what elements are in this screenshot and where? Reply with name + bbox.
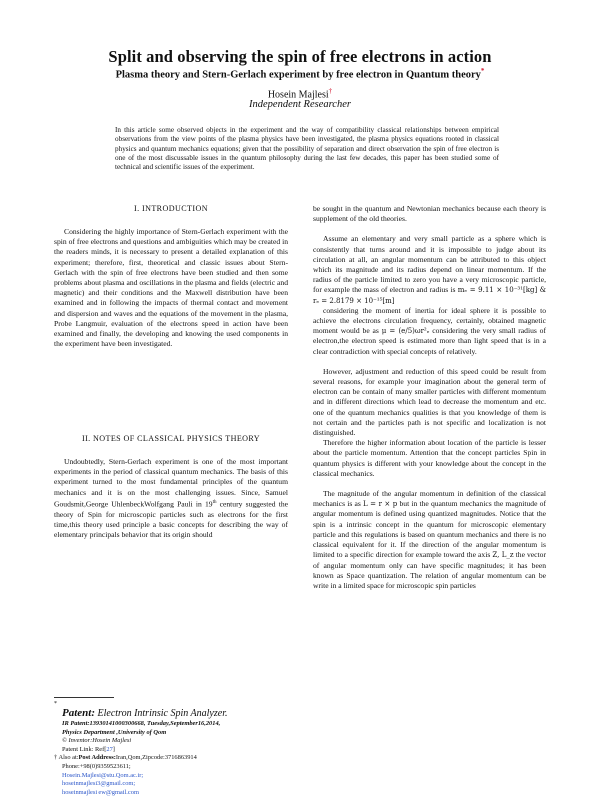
author-affiliation: Independent Researcher xyxy=(249,99,351,110)
author-text: Hosein Majlesi xyxy=(267,89,329,101)
email-1[interactable]: Hosein.Majlesi@stu.Qom.ac.ir; xyxy=(62,771,144,779)
introduction-paragraph xyxy=(54,227,288,349)
subtitle-footnote-mark[interactable]: * xyxy=(480,67,485,75)
magnetic-moment-equation: μ = (e/5)ωr²ₑ xyxy=(381,327,430,336)
ir-patent-value: 13930141000300668, Tuesday,September16,2014, xyxy=(89,720,221,727)
dagger-mark: † xyxy=(54,754,58,762)
footnotes xyxy=(54,701,294,797)
patent-line xyxy=(62,707,294,720)
post-address-value: Iran,Qom,Zipcode:3716863914 xyxy=(115,754,197,762)
footnote-rule xyxy=(54,697,114,698)
right-p5-text-b: but in the quantum mechanics the magnitude of angular momentum is defined using quantized magnitudes. Notice that the spin is a intrinsic concept in the quantum for microscopic elementary particle and this regulations is based on quantum mechanics and there is no classical equivalent for it. If the direction of the angular momentum is limited to a specific direction for example toward the axis xyxy=(313,499,546,560)
patent-title: Electron Intrinsic Spin Analyzer. xyxy=(95,708,228,719)
ir-patent-label: IR Patent: xyxy=(62,720,90,727)
inventor: © Inventor:Hosein Majlesi xyxy=(62,737,132,745)
also-at: Also at: xyxy=(57,754,79,762)
section-heading-introduction: I. INTRODUCTION xyxy=(134,204,208,213)
phone: Phone:+98(0)9359523611; xyxy=(62,762,131,770)
right-p2-text-b: considering the very small radius of electron,the electron speed is estimated more than light speed that is in a clear contradiction with special concepts of relatively. xyxy=(313,326,546,356)
axis-z-symbol: Z, L_z xyxy=(492,551,514,560)
classical-text-b: century suggested the theory of Spin for microscopic particles such as electrons for the first time,this theory used principle a basic concepts for describing the way of elementary principals behavior that its origin should xyxy=(54,499,288,539)
patent-link-text: Patent Link: Ref[ xyxy=(62,745,107,753)
right-paragraph-0: be sought in the quantum and Newtonian mechanics because each theory is supplement of the old theories. xyxy=(313,204,546,224)
ir-patent-line xyxy=(62,720,294,729)
right-paragraph-2 xyxy=(313,306,546,357)
right-p5-text-c: the vector of angular momentum only can have specific magnitudes; it has been known as Space quantization. The relation of angular momentum can be write in a limited space for microscopic spin particles xyxy=(313,550,546,590)
footnote-star: * xyxy=(54,701,57,707)
paper-subtitle xyxy=(0,67,600,81)
patent-link-line xyxy=(62,746,294,755)
introduction-text: Considering the highly importance of Stern-Gerlach experiment with the spin of free electrons and questions and ambiguities which may be created in the readers minds, it is necessary to present a detailed explanation of this experiment; therefore, first, theoretical and classic issues about Stern-Gerlach with the spin of free electrons have been studied and then some problems about plasma and oscillations in the plasma and fields (electric and magnetic) and their conditions and the Maxwell distribution have been examined and in following the impacts of thermal contact and movement and dispersion and waves and the equations of the movement in the plasma, Probe Langmuir, evaluation of the electrons speed in action have been examined and finally, the developing and knowing the used components in the experiment have been investigated. xyxy=(54,227,288,349)
address-line xyxy=(54,754,294,763)
century-superscript: th xyxy=(212,499,217,505)
right-p1-text: Assume an elementary and very small particle as a sphere which is consistently that turns around and it is impossible to judge about its circulation at all, an angular momentum can be attributed to this object which its magnitude and its radius depend on linear momentum. If the radius of the particle limited to zero you have a very microscopic particle, for example the mass of electron and radius is xyxy=(313,234,546,295)
right-p5-text-a: The magnitude of the angular momentum in definition of the classical mechanics is as xyxy=(313,489,546,509)
classical-physics-paragraph xyxy=(54,457,288,540)
right-p2-text-a: considering the moment of inertia for ideal sphere it is possible to achieve the electrons circulation frequency, certainly, obtained magnetic moment would be as xyxy=(313,305,546,336)
right-paragraph-1 xyxy=(313,234,546,305)
classical-text-a: Undoubtedly, Stern-Gerlach experiment is one of the most important experiments in the period of classical quantum mechanics. The basis of this experiment turned to the most fundamental principles of the quantum mechanics and it is on the most challenging issues. Since, Samuel Goudsmit,George UhlenbeckWolfgang Pauli in 19 xyxy=(54,457,288,509)
angular-momentum-equation: L = r × p xyxy=(363,500,398,509)
post-address-label: Post Address: xyxy=(78,754,116,762)
patent-link-ref[interactable]: 27 xyxy=(106,745,113,753)
abstract: In this article some observed objects in the experiment and the way of compatibility classical relationships between empirical observations from the view points of the plasma physics have been investigated, the plasma physics equations rooted in classical physics and quantum mechanics equations; given that the possibility of separation and direct observation the spin of free electron is one of the most discussable issues in the quantum philosophy during the last few decades, this paper has been studied some of technical and scientific issues of the experiment. xyxy=(115,126,499,172)
right-paragraph-4: Therefore the higher information about location of the particle is lesser about the particle momentum. Attention that the concept particles Spin in quantum physics is different with your knowledge about the concept in the classical mechanics. xyxy=(313,438,546,478)
patent-link-close: ] xyxy=(112,745,115,753)
paper-title: Split and observing the spin of free electrons in action xyxy=(108,47,492,66)
section-heading-classical-physics: II. NOTES OF CLASSICAL PHYSICS THEORY xyxy=(81,434,261,443)
author-footnote-mark[interactable]: † xyxy=(328,87,333,95)
patent-label: Patent: xyxy=(62,707,95,719)
right-paragraph-3: However, adjustment and reduction of this speed could be result from several reasons, for example your imagination about the general term of electron can be contain of many smaller particles with different momentum and in different directions which lead to decrease the momentum and etc. one of the quantum mechanics qualities is that you knowledge of them is not certain and the particles path is not specific and localization is not distinguished. xyxy=(313,366,546,438)
email-2[interactable]: hoseinmajlesi3@gmail.com; xyxy=(62,780,136,788)
department: Physics Department ,University of Qom xyxy=(62,728,167,736)
email-3[interactable]: hoseinmajlesi ew@gmail.com xyxy=(62,788,139,796)
electron-mass-radius-equation: mₑ = 9.11 × 10⁻³¹[kg] & rₑ = 2.8179 × 10⁻¹⁵[m] xyxy=(313,286,546,305)
subtitle-text: Plasma theory and Stern-Gerlach experiment by free electron in Quantum theory xyxy=(115,69,481,81)
right-paragraph-5 xyxy=(313,489,546,591)
right-column xyxy=(313,204,546,591)
